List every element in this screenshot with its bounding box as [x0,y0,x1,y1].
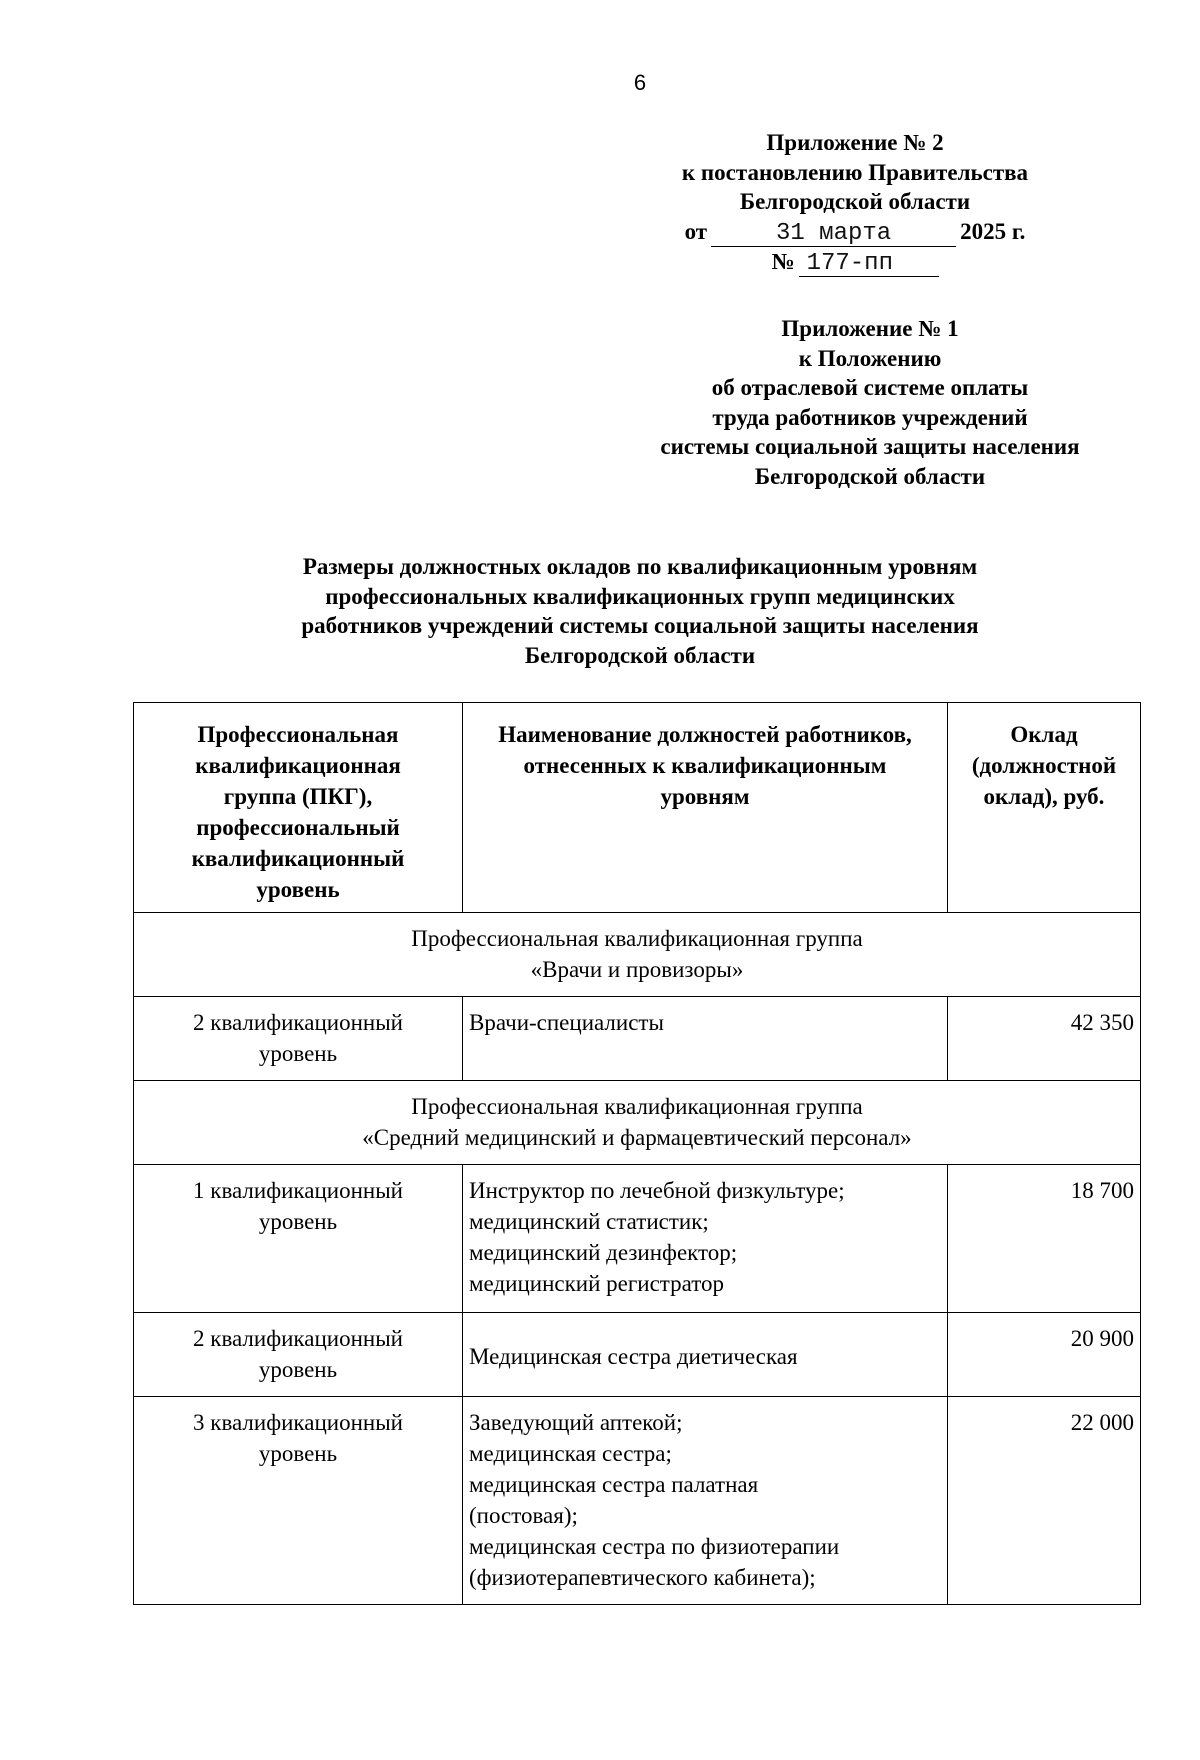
appendix1-line: об отраслевой системе оплаты [711,375,1029,400]
positions-cell [463,1165,948,1313]
table-row [134,1165,1141,1313]
group-heading-line2: «Средний медицинский и фармацевтический персонал» [362,1125,912,1150]
header-pkg-level: Профессиональная квалификационная группа (ПКГ), профессиональный квалификационный уровень [134,703,463,913]
position-item: Медицинская сестра диетическая [469,1344,798,1369]
appendix1-block [600,314,1140,491]
position-item: Инструктор по лечебной физкультуре; [469,1178,845,1203]
header-salary: Оклад (должностной оклад), руб. [948,703,1141,913]
level-cell: 3 квалификационный уровень [134,1397,463,1605]
salary-table [133,702,1141,1605]
appendix1-line: к Положению [798,345,942,371]
positions-cell [463,997,948,1081]
date-filled: 31 марта [711,222,956,247]
group-row [134,913,1141,997]
appendix2-line2: Белгородской области [739,189,971,214]
position-item: Врачи-специалисты [469,1010,664,1035]
number-filled: 177-пп [799,252,939,277]
level-cell: 1 квалификационный уровень [134,1165,463,1313]
group-heading [134,913,1141,997]
header-positions: Наименование должностей работников, отнесенных к квалификационным уровням [463,703,948,913]
salary-cell: 18 700 [948,1165,1141,1313]
document-title-line: Размеры должностных окладов по квалификационным уровням [302,554,978,579]
appendix2-block [640,128,1070,277]
date-suffix: 2025 г. [960,218,1026,244]
position-item: медицинский регистратор [469,1271,724,1296]
group-heading-line2: «Врачи и провизоры» [530,957,744,982]
position-item: (постовая); [469,1503,578,1528]
salary-cell: 22 000 [948,1397,1141,1605]
date-prefix: от [684,218,708,244]
table-header-row [134,703,1141,913]
appendix2-number-row [640,247,1070,277]
appendix1-line: Приложение № 1 [781,316,959,341]
group-heading-line1: Профессиональная квалификационная группа [411,926,863,951]
appendix2-title: Приложение № 2 [766,130,944,155]
document-title-line: работников учреждений системы социальной защиты населения [301,613,979,638]
level-cell: 2 квалификационный уровень [134,1313,463,1397]
number-prefix: № [771,248,795,274]
page-number: 6 [633,70,647,95]
salary-cell: 20 900 [948,1313,1141,1397]
table-row [134,1397,1141,1605]
table-row [134,997,1141,1081]
document-title-line: профессиональных квалификационных групп медицинских [325,583,955,609]
level-cell: 2 квалификационный уровень [134,997,463,1081]
group-heading [134,1081,1141,1165]
position-item: медицинский статистик; [469,1209,709,1234]
position-item: Заведующий аптекой; [469,1410,683,1435]
group-row [134,1081,1141,1165]
group-heading-line1: Профессиональная квалификационная группа [411,1094,863,1119]
position-item: медицинская сестра по физиотерапии [469,1534,840,1559]
document-title-line: Белгородской области [524,642,756,668]
position-item: медицинский дезинфектор; [469,1240,738,1265]
appendix2-date-row [640,217,1070,247]
table-row [134,1313,1141,1397]
positions-cell [463,1313,948,1397]
appendix1-line: системы социальной защиты населения [660,434,1080,459]
salary-cell: 42 350 [948,997,1141,1081]
appendix1-line: труда работников учреждений [712,404,1028,430]
document-title [150,552,1130,670]
position-item: медицинская сестра палатная [469,1472,759,1497]
positions-cell [463,1397,948,1605]
appendix1-line: Белгородской области [754,463,986,489]
position-item: медицинская сестра; [469,1441,672,1466]
appendix2-line1: к постановлению Правительства [681,159,1029,185]
position-item: (физиотерапевтического кабинета); [469,1565,816,1590]
